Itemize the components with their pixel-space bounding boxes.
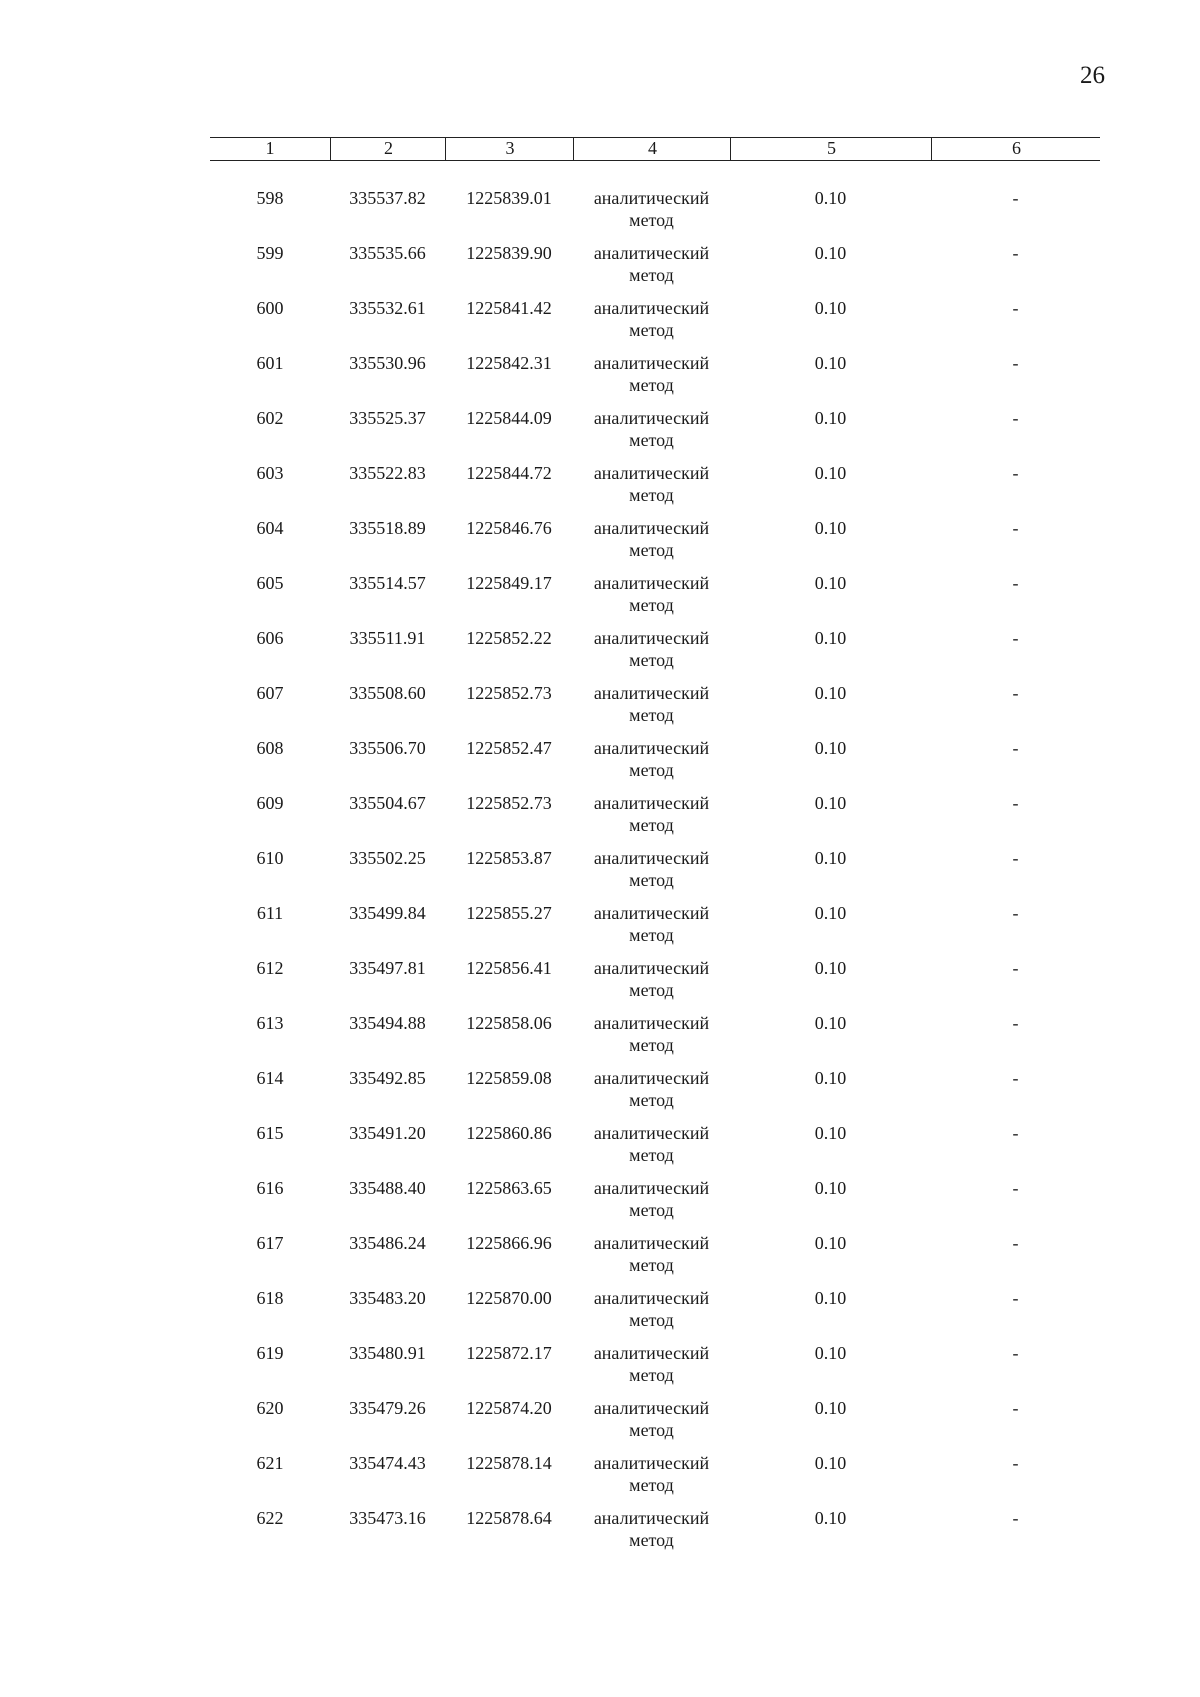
method-line-1: аналитический [593,1398,710,1418]
method-cell [573,572,730,616]
table-row [210,957,1100,1012]
accuracy-cell: 0.10 [814,1233,847,1253]
coord-y-cell: 1225844.72 [466,463,552,483]
coord-x-cell: 335504.67 [349,793,426,813]
method-line-1: аналитический [593,518,710,538]
method-line-1: аналитический [593,1068,710,1088]
point-number-cell: 605 [256,573,284,593]
point-number-cell: 618 [256,1288,284,1308]
method-line-1: аналитический [593,683,710,703]
method-line-2: метод [629,1530,674,1550]
description-cell: - [1012,848,1019,868]
method-line-1: аналитический [593,1288,710,1308]
point-number-cell: 599 [256,243,284,263]
accuracy-cell: 0.10 [814,518,847,538]
header-col-2: 2 [330,138,446,160]
coord-y-cell: 1225878.14 [466,1453,552,1473]
method-line-2: метод [629,870,674,890]
coord-x-cell: 335525.37 [349,408,426,428]
method-line-2: метод [629,980,674,1000]
coord-x-cell: 335486.24 [349,1233,426,1253]
point-number-cell: 601 [256,353,284,373]
method-line-1: аналитический [593,738,710,758]
method-line-2: метод [629,925,674,945]
method-line-2: метод [629,760,674,780]
table-row [210,792,1100,847]
coord-x-cell: 335511.91 [349,628,426,648]
coord-y-cell: 1225859.08 [466,1068,552,1088]
accuracy-cell: 0.10 [814,738,847,758]
coord-x-cell: 335494.88 [349,1013,426,1033]
accuracy-cell: 0.10 [814,188,847,208]
method-cell [573,352,730,396]
method-line-1: аналитический [593,298,710,318]
method-cell [573,462,730,506]
method-line-2: метод [629,265,674,285]
method-cell [573,847,730,891]
point-number-cell: 604 [256,518,284,538]
coord-x-cell: 335491.20 [349,1123,426,1143]
method-line-2: метод [629,485,674,505]
coord-x-cell: 335473.16 [349,1508,426,1528]
method-cell [573,1067,730,1111]
description-cell: - [1012,1453,1019,1473]
table-body [210,187,1100,1562]
description-cell: - [1012,243,1019,263]
method-line-1: аналитический [593,903,710,923]
coord-x-cell: 335522.83 [349,463,426,483]
method-line-1: аналитический [593,188,710,208]
point-number-cell: 613 [256,1013,284,1033]
coord-x-cell: 335506.70 [349,738,426,758]
method-line-1: аналитический [593,628,710,648]
point-number-cell: 609 [256,793,284,813]
method-line-1: аналитический [593,1233,710,1253]
method-cell [573,627,730,671]
coord-y-cell: 1225852.73 [466,683,552,703]
point-number-cell: 614 [256,1068,284,1088]
accuracy-cell: 0.10 [814,463,847,483]
method-line-2: метод [629,1475,674,1495]
method-line-2: метод [629,375,674,395]
method-line-2: метод [629,210,674,230]
point-number-cell: 612 [256,958,284,978]
description-cell: - [1012,408,1019,428]
accuracy-cell: 0.10 [814,1178,847,1198]
header-col-5: 5 [730,138,932,160]
point-number-cell: 619 [256,1343,284,1363]
method-line-1: аналитический [593,408,710,428]
table-row [210,1177,1100,1232]
method-line-2: метод [629,1365,674,1385]
point-number-cell: 600 [256,298,284,318]
method-cell [573,407,730,451]
coord-x-cell: 335492.85 [349,1068,426,1088]
point-number-cell: 621 [256,1453,284,1473]
method-line-1: аналитический [593,1453,710,1473]
method-line-1: аналитический [593,793,710,813]
coord-y-cell: 1225852.22 [466,628,552,648]
table-row [210,352,1100,407]
table-row [210,1287,1100,1342]
coord-y-cell: 1225852.47 [466,738,552,758]
description-cell: - [1012,573,1019,593]
method-line-1: аналитический [593,573,710,593]
method-line-2: метод [629,1035,674,1055]
method-cell [573,517,730,561]
coord-y-cell: 1225878.64 [466,1508,552,1528]
coord-x-cell: 335532.61 [349,298,426,318]
method-line-1: аналитический [593,1123,710,1143]
method-line-1: аналитический [593,1178,710,1198]
method-cell [573,1397,730,1441]
table-row [210,902,1100,957]
coord-x-cell: 335497.81 [349,958,426,978]
point-number-cell: 606 [256,628,284,648]
accuracy-cell: 0.10 [814,903,847,923]
method-line-2: метод [629,1310,674,1330]
table-row [210,1342,1100,1397]
coord-y-cell: 1225841.42 [466,298,552,318]
accuracy-cell: 0.10 [814,573,847,593]
coord-y-cell: 1225870.00 [466,1288,552,1308]
method-cell [573,737,730,781]
description-cell: - [1012,628,1019,648]
header-col-3: 3 [445,138,574,160]
method-line-1: аналитический [593,1343,710,1363]
coord-y-cell: 1225860.86 [466,1123,552,1143]
point-number-cell: 616 [256,1178,284,1198]
accuracy-cell: 0.10 [814,353,847,373]
accuracy-cell: 0.10 [814,1288,847,1308]
description-cell: - [1012,793,1019,813]
point-number-cell: 603 [256,463,284,483]
coord-x-cell: 335488.40 [349,1178,426,1198]
accuracy-cell: 0.10 [814,408,847,428]
table-row [210,407,1100,462]
point-number-cell: 622 [256,1508,284,1528]
point-number-cell: 620 [256,1398,284,1418]
description-cell: - [1012,1123,1019,1143]
method-line-2: метод [629,705,674,725]
description-cell: - [1012,958,1019,978]
point-number-cell: 615 [256,1123,284,1143]
coord-y-cell: 1225846.76 [466,518,552,538]
coord-x-cell: 335480.91 [349,1343,426,1363]
method-line-2: метод [629,320,674,340]
description-cell: - [1012,353,1019,373]
coord-y-cell: 1225866.96 [466,1233,552,1253]
description-cell: - [1012,1398,1019,1418]
description-cell: - [1012,683,1019,703]
coord-y-cell: 1225872.17 [466,1343,552,1363]
method-cell [573,1232,730,1276]
description-cell: - [1012,1288,1019,1308]
method-cell [573,1012,730,1056]
method-line-2: метод [629,1200,674,1220]
coordinates-table [210,137,1100,1550]
description-cell: - [1012,903,1019,923]
method-line-2: метод [629,1420,674,1440]
accuracy-cell: 0.10 [814,793,847,813]
method-cell [573,1287,730,1331]
method-line-2: метод [629,1090,674,1110]
table-row [210,847,1100,902]
accuracy-cell: 0.10 [814,628,847,648]
accuracy-cell: 0.10 [814,1123,847,1143]
method-cell [573,1507,730,1551]
table-row [210,517,1100,572]
table-row [210,572,1100,627]
method-line-1: аналитический [593,353,710,373]
coord-x-cell: 335535.66 [349,243,426,263]
method-cell [573,1342,730,1386]
coord-y-cell: 1225842.31 [466,353,552,373]
point-number-cell: 611 [256,903,284,923]
method-line-1: аналитический [593,1508,710,1528]
coord-x-cell: 335499.84 [349,903,426,923]
point-number-cell: 608 [256,738,284,758]
accuracy-cell: 0.10 [814,1508,847,1528]
method-line-1: аналитический [593,848,710,868]
method-cell [573,1177,730,1221]
coord-x-cell: 335508.60 [349,683,426,703]
description-cell: - [1012,188,1019,208]
method-line-2: метод [629,1255,674,1275]
page-number: 26 [1080,62,1105,89]
description-cell: - [1012,1178,1019,1198]
coord-y-cell: 1225874.20 [466,1398,552,1418]
description-cell: - [1012,1233,1019,1253]
coord-y-cell: 1225853.87 [466,848,552,868]
method-cell [573,1122,730,1166]
accuracy-cell: 0.10 [814,958,847,978]
coord-x-cell: 335502.25 [349,848,426,868]
description-cell: - [1012,1013,1019,1033]
table-header [210,137,1100,161]
coord-x-cell: 335537.82 [349,188,426,208]
table-row [210,627,1100,682]
description-cell: - [1012,1068,1019,1088]
method-line-1: аналитический [593,243,710,263]
method-line-2: метод [629,815,674,835]
table-row [210,242,1100,297]
method-cell [573,1452,730,1496]
method-cell [573,957,730,1001]
coord-x-cell: 335483.20 [349,1288,426,1308]
coord-y-cell: 1225839.90 [466,243,552,263]
point-number-cell: 607 [256,683,284,703]
coord-y-cell: 1225855.27 [466,903,552,923]
method-line-1: аналитический [593,958,710,978]
accuracy-cell: 0.10 [814,298,847,318]
table-row [210,737,1100,792]
coord-y-cell: 1225863.65 [466,1178,552,1198]
header-col-6: 6 [931,138,1101,160]
table-row [210,1012,1100,1067]
accuracy-cell: 0.10 [814,848,847,868]
point-number-cell: 617 [256,1233,284,1253]
table-row [210,1507,1100,1562]
accuracy-cell: 0.10 [814,1343,847,1363]
method-line-2: метод [629,650,674,670]
table-row [210,1067,1100,1122]
coord-x-cell: 335518.89 [349,518,426,538]
table-row [210,187,1100,242]
coord-y-cell: 1225858.06 [466,1013,552,1033]
accuracy-cell: 0.10 [814,683,847,703]
coord-x-cell: 335474.43 [349,1453,426,1473]
coord-x-cell: 335530.96 [349,353,426,373]
method-line-2: метод [629,1145,674,1165]
description-cell: - [1012,298,1019,318]
accuracy-cell: 0.10 [814,1013,847,1033]
point-number-cell: 602 [256,408,284,428]
accuracy-cell: 0.10 [814,243,847,263]
header-col-1: 1 [265,138,275,158]
coord-y-cell: 1225839.01 [466,188,552,208]
method-line-1: аналитический [593,1013,710,1033]
description-cell: - [1012,738,1019,758]
point-number-cell: 610 [256,848,284,868]
description-cell: - [1012,1508,1019,1528]
coord-x-cell: 335479.26 [349,1398,426,1418]
accuracy-cell: 0.10 [814,1068,847,1088]
description-cell: - [1012,1343,1019,1363]
coord-y-cell: 1225844.09 [466,408,552,428]
description-cell: - [1012,463,1019,483]
method-cell [573,902,730,946]
description-cell: - [1012,518,1019,538]
method-cell [573,792,730,836]
table-row [210,1397,1100,1452]
table-row [210,1232,1100,1287]
method-line-1: аналитический [593,463,710,483]
coord-y-cell: 1225856.41 [466,958,552,978]
method-line-2: метод [629,430,674,450]
coord-x-cell: 335514.57 [349,573,426,593]
header-col-4: 4 [573,138,731,160]
accuracy-cell: 0.10 [814,1453,847,1473]
table-row [210,1122,1100,1177]
point-number-cell: 598 [256,188,284,208]
method-cell [573,682,730,726]
table-row [210,297,1100,352]
coord-y-cell: 1225849.17 [466,573,552,593]
method-line-2: метод [629,595,674,615]
accuracy-cell: 0.10 [814,1398,847,1418]
table-row [210,682,1100,737]
table-row [210,1452,1100,1507]
coord-y-cell: 1225852.73 [466,793,552,813]
table-row [210,462,1100,517]
method-line-2: метод [629,540,674,560]
method-cell [573,297,730,341]
method-cell [573,242,730,286]
method-cell [573,187,730,231]
